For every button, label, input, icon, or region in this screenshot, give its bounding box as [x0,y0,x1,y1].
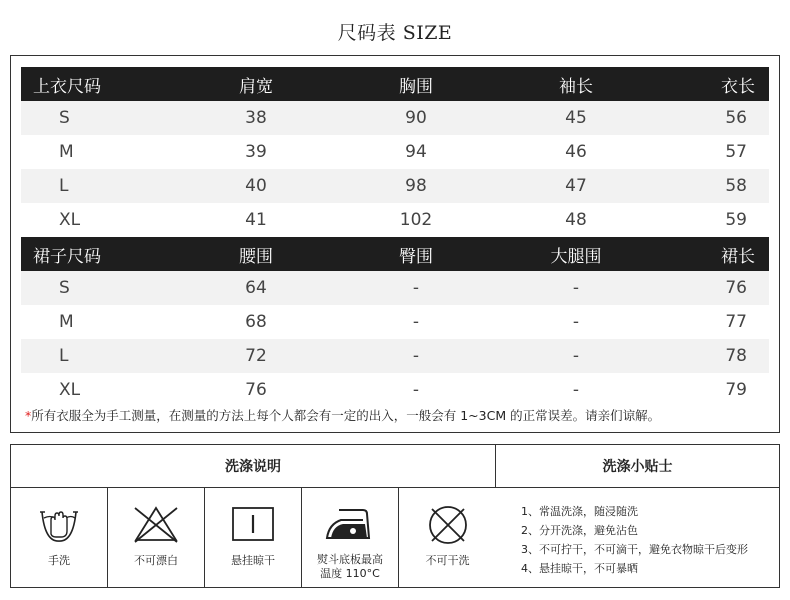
hang-dry-icon [230,504,276,544]
value-cell: - [572,380,580,400]
size-cell: M [59,142,74,162]
value-cell: 94 [405,142,427,162]
value-cell: 77 [725,312,747,332]
value-cell: - [412,312,420,332]
hand-wash-icon [37,504,81,544]
table-row [21,135,769,169]
value-cell: 72 [171,339,341,373]
value-cell: 48 [565,210,587,230]
size-cell: M [59,312,74,332]
care-label [302,553,398,581]
care-panel [10,444,780,588]
care-label: 不可漂白 [134,554,178,567]
header-cell: 腰围 [171,237,341,271]
value-cell: - [572,312,580,332]
value-cell: 79 [725,380,747,400]
size-cell: XL [59,380,81,400]
size-chart-panel [10,55,780,433]
value-cell: - [341,271,491,305]
value-cell: 102 [399,210,433,230]
care-tips-heading: 洗涤小贴士 [496,445,779,488]
list-item: 2、分开洗涤，避免沾色 [521,524,638,537]
value-cell: 58 [661,169,769,203]
size-cell: XL [59,210,81,230]
table-row [21,169,769,203]
value-cell: - [412,380,420,400]
care-item-iron [302,488,399,587]
size-cell: L [21,339,171,373]
skirt-header-row [21,237,769,271]
value-cell: - [341,339,491,373]
value-cell: 40 [171,169,341,203]
value-cell: - [491,339,661,373]
iron-icon [323,504,377,544]
value-cell: 59 [725,210,747,230]
care-instructions-heading: 洗涤说明 [11,445,496,488]
value-cell: - [491,271,661,305]
table-row [21,339,769,373]
list-item: 1、常温洗涤，随浸随洗 [521,505,638,518]
care-item-hand-wash [11,488,108,587]
list-item: 3、不可拧干，不可滴干，避免衣物晾干后变形 [521,543,748,556]
no-bleach-icon [131,504,181,544]
value-cell: 41 [245,210,267,230]
care-label-line: 熨斗底板最高 [317,553,383,566]
note-asterisk: * [25,408,32,423]
no-dry-clean-icon [425,504,471,546]
header-cell: 裙长 [661,237,769,271]
value-cell: 57 [725,142,747,162]
header-cell: 袖长 [491,67,661,101]
care-item-no-bleach [108,488,205,587]
page-title: 尺码表 SIZE [337,22,453,44]
size-cell: S [21,101,171,135]
value-cell: 56 [661,101,769,135]
value-cell: 98 [341,169,491,203]
table-row [21,101,769,135]
value-cell: 90 [341,101,491,135]
header-cell: 裙子尺码 [21,237,171,271]
value-cell: 47 [491,169,661,203]
size-cell: S [21,271,171,305]
care-label: 手洗 [48,554,70,567]
care-label-line: 温度 110°C [320,567,380,580]
table-row [21,203,769,237]
top-header-row [21,67,769,101]
care-item-no-dry-clean [399,488,496,587]
care-label: 不可干洗 [425,554,470,567]
value-cell: 45 [491,101,661,135]
value-cell: 76 [245,380,267,400]
header-cell: 衣长 [661,67,769,101]
header-cell: 上衣尺码 [21,67,171,101]
value-cell: 78 [661,339,769,373]
table-row [21,373,769,407]
note-text: 所有衣服全为手工测量，在测量的方法上每个人都会有一定的出入，一般会有 1~3CM 的正常误差。请亲们谅解。 [31,408,661,423]
measurement-note [25,406,775,424]
size-cell: L [21,169,171,203]
value-cell: 46 [565,142,587,162]
table-row [21,271,769,305]
header-cell: 肩宽 [171,67,341,101]
care-tips-list [496,488,779,587]
value-cell: 38 [171,101,341,135]
care-item-hang-dry [205,488,302,587]
list-item: 4、悬挂晾干，不可暴晒 [521,562,638,575]
value-cell: 68 [245,312,267,332]
header-cell: 大腿围 [491,237,661,271]
value-cell: 39 [245,142,267,162]
header-cell: 胸围 [341,67,491,101]
value-cell: 76 [661,271,769,305]
value-cell: 64 [171,271,341,305]
table-row [21,305,769,339]
care-label: 悬挂晾干 [231,554,275,567]
header-cell: 臀围 [341,237,491,271]
size-table [21,67,769,407]
